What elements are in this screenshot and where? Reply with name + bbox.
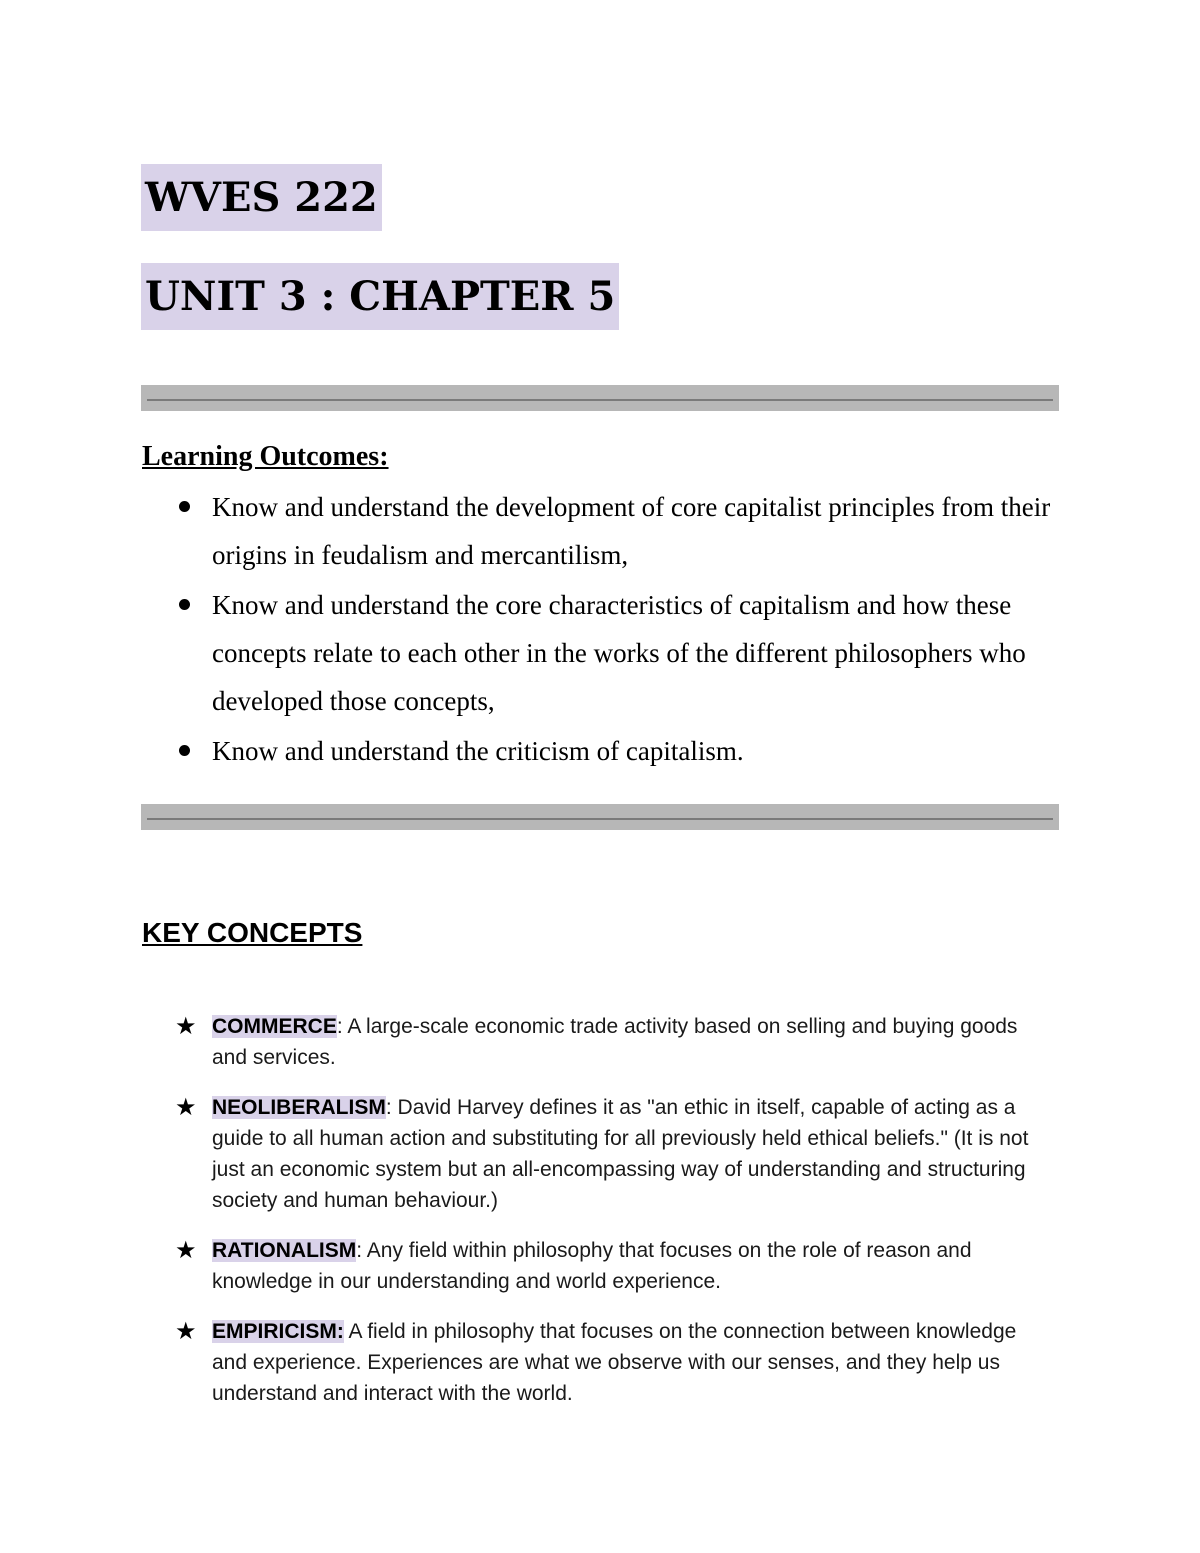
list-item xyxy=(0,581,1200,725)
star-icon: ★ xyxy=(175,1093,197,1121)
outcome-text: Know and understand the criticism of capitalism. xyxy=(212,736,744,766)
unit-chapter-title: UNIT 3 : CHAPTER 5 xyxy=(141,263,619,330)
horizontal-divider xyxy=(141,385,1059,411)
course-title: WVES 222 xyxy=(141,164,382,231)
concept-term: RATIONALISM xyxy=(212,1239,357,1262)
learning-outcomes-heading: Learning Outcomes: xyxy=(142,441,389,472)
star-icon: ★ xyxy=(175,1012,197,1040)
concept-term: COMMERCE xyxy=(212,1015,337,1038)
concept-separator: : xyxy=(336,1015,343,1038)
concept-item xyxy=(0,1011,1200,1073)
concept-text xyxy=(212,1316,1057,1409)
star-icon: ★ xyxy=(175,1236,197,1264)
key-concepts-list xyxy=(0,1011,1200,1428)
concept-text xyxy=(212,1011,1057,1073)
horizontal-divider xyxy=(141,804,1059,830)
concept-item xyxy=(0,1316,1200,1409)
concept-item xyxy=(0,1092,1200,1216)
concept-separator: : xyxy=(385,1096,392,1119)
concept-definition: A field in philosophy that focuses on the connection between knowledge and experience. Experiences are what we observe with our senses, and they help us understand and interact with the world. xyxy=(212,1320,1017,1405)
outcome-text: Know and understand the development of core capitalist principles from their origins in feudalism and mercantilism, xyxy=(212,492,1051,570)
concept-text xyxy=(212,1235,1057,1297)
outcome-text: Know and understand the core characteristics of capitalism and how these concepts relate to each other in the works of the different philosophers who developed those concepts, xyxy=(212,590,1026,716)
bullet-icon xyxy=(179,745,190,756)
list-item xyxy=(0,727,1200,775)
bullet-icon xyxy=(179,599,190,610)
key-concepts-heading: KEY CONCEPTS xyxy=(142,917,363,948)
list-item xyxy=(0,483,1200,579)
concept-definition: David Harvey defines it as "an ethic in itself, capable of acting as a guide to all human action and substituting for all previously held ethical beliefs." (It is not just an economic system but an all-encompassing way of understanding and structuring society and human behaviour.) xyxy=(212,1096,1029,1212)
concept-text xyxy=(212,1092,1057,1216)
concept-definition: A large-scale economic trade activity based on selling and buying goods and services. xyxy=(212,1015,1018,1069)
concept-term: EMPIRICISM: xyxy=(212,1320,344,1343)
concept-term: NEOLIBERALISM xyxy=(212,1096,386,1119)
learning-outcomes-list xyxy=(0,483,1200,777)
star-icon: ★ xyxy=(175,1317,197,1345)
concept-item xyxy=(0,1235,1200,1297)
bullet-icon xyxy=(179,501,190,512)
concept-separator: : xyxy=(356,1239,363,1262)
concept-definition: Any field within philosophy that focuses on the role of reason and knowledge in our understanding and world experience. xyxy=(212,1239,972,1293)
